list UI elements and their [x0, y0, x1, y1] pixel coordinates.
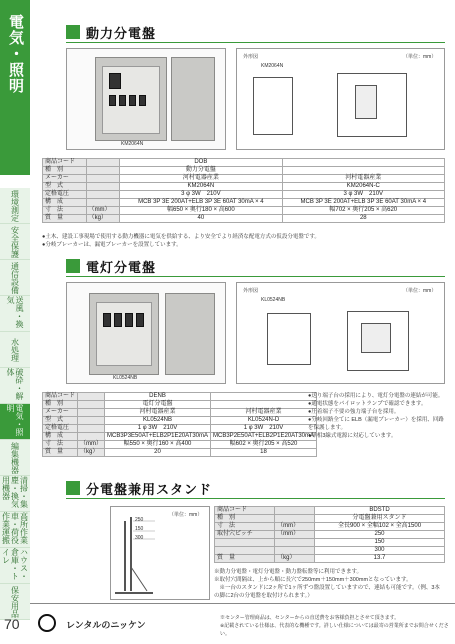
table-cell: 河村電器産業: [105, 409, 211, 417]
table-row: [215, 507, 445, 515]
category-tab[interactable]: 破砕・解体: [0, 368, 30, 404]
table-row: [43, 207, 445, 215]
table-cell: 250: [315, 531, 445, 539]
stand-illustration: [111, 507, 211, 601]
category-header: [0, 0, 30, 175]
table-cell: [86, 191, 120, 199]
table-cell: 幅550 × 奥行160 × 高400: [105, 441, 211, 449]
note-line: ●通電状態をパイロットランプで確認できます。: [308, 401, 427, 407]
table-row: [215, 539, 445, 547]
table-cell: メーカー: [43, 409, 78, 417]
cabinet-door: [171, 57, 215, 141]
branch-breaker: [109, 95, 116, 106]
cabinet-interior: [96, 302, 152, 366]
table-row: [43, 215, 445, 223]
page-number: 70: [4, 616, 20, 632]
table-cell: 分電盤兼用スタンド: [315, 515, 445, 523]
note-line: ●送り端子台の採用により、電灯分電盤の連結が可能。: [308, 393, 444, 399]
table-row: [43, 425, 317, 433]
table-row: [215, 547, 445, 555]
pitch-label: 150: [135, 526, 144, 532]
table-cell: メーカー: [43, 175, 87, 183]
pitch-label: 300: [135, 535, 144, 541]
section-title: 分電盤兼用スタンド: [86, 481, 213, 497]
category-title: 電気・照明: [7, 14, 24, 94]
table-cell: 定格電圧: [43, 191, 87, 199]
notes-stand: [214, 568, 445, 600]
table-cell: 40: [120, 215, 282, 223]
table-row: [43, 183, 445, 191]
section-divider: [66, 498, 445, 499]
table-cell: 質 量: [43, 449, 78, 457]
table-cell: 300: [315, 547, 445, 555]
table-cell: （mm）: [78, 441, 105, 449]
drawing-model: KM2064N: [261, 63, 284, 69]
category-tab[interactable]: 環境測定: [0, 188, 30, 224]
inner-panel: [361, 323, 391, 353]
page-footer: [30, 603, 455, 644]
table-cell: 1 φ 3W 210V: [211, 425, 317, 433]
table-cell: [78, 433, 105, 441]
table-cell: [275, 539, 315, 547]
branch-breaker: [136, 313, 144, 327]
table-cell: [86, 159, 120, 167]
table-cell: [86, 175, 120, 183]
category-tab[interactable]: 送風・換気: [0, 296, 30, 332]
category-sidebar: [0, 0, 30, 644]
table-cell: （mm）: [275, 523, 315, 531]
table-cell: 13.7: [315, 555, 445, 563]
table-cell: 150: [315, 539, 445, 547]
table-cell: [78, 401, 105, 409]
table-cell: 取付穴ピッチ: [215, 531, 275, 539]
drawing-model: KL0524NB: [261, 297, 286, 303]
table-cell: KL0524N-D: [211, 417, 317, 425]
table-cell: 種 別: [43, 401, 78, 409]
note-line: ※取付穴間隔は、上から順に長穴で250mm＋150mm＋300mmとなっています。: [214, 577, 412, 583]
section-title: 動力分電盤: [86, 25, 157, 41]
table-cell: [78, 417, 105, 425]
table-row: [43, 191, 445, 199]
table-cell: [78, 393, 105, 401]
table-cell: 動力分電盤: [120, 167, 282, 175]
note-line: ※動力分電盤・電灯分電盤・動力盤転盤等に利用できます。: [214, 569, 363, 575]
table-cell: [282, 167, 444, 175]
table-row: [215, 531, 445, 539]
category-tab[interactable]: 安全保護: [0, 224, 30, 260]
table-cell: MCB3P2E50AT+ELB2P1E20AT30mA: [211, 433, 317, 441]
category-tab[interactable]: 電気・照明: [0, 404, 30, 440]
table-cell: （kg）: [275, 555, 315, 563]
table-row: [43, 449, 317, 457]
category-tab[interactable]: 清掃・集塵・換気用機器: [0, 476, 30, 512]
table-cell: 種 別: [43, 167, 87, 175]
table-cell: [86, 167, 120, 175]
table-cell: 18: [211, 449, 317, 457]
stand-drawing: [110, 506, 210, 600]
table-cell: MCB 3P 3E 200AT+ELB 3P 3E 60AT 30mA × 4: [282, 199, 444, 207]
drawing-unit: （単位：mm）: [403, 288, 437, 294]
table-cell: MCB3P3E50AT+ELB2P1E20AT30mA: [105, 433, 211, 441]
table-cell: DENB: [105, 393, 211, 401]
table-row: [43, 175, 445, 183]
table-cell: [275, 515, 315, 523]
table-cell: [86, 199, 120, 207]
branch-breaker: [129, 95, 136, 106]
branch-breaker: [125, 313, 133, 327]
table-cell: MCB 3P 3E 200AT+ELB 3P 3E 60AT 30mA × 4: [120, 199, 282, 207]
brand-name: レンタルのニッケン: [66, 620, 146, 630]
table-cell: 河村電器産業: [120, 175, 282, 183]
section-header-lighting-panel: [66, 256, 156, 276]
table-cell: 質 量: [43, 215, 87, 223]
spec-table-stand: [214, 506, 445, 563]
table-row: [43, 167, 445, 175]
table-row: [43, 409, 317, 417]
section-header-power-panel: [66, 22, 156, 42]
brand-logo-icon: [38, 614, 56, 632]
spec-table-power: [42, 158, 445, 223]
table-cell: 河村電器産業: [211, 409, 317, 417]
table-row: [43, 199, 445, 207]
table-row: [43, 401, 317, 409]
table-cell: [86, 183, 120, 191]
branch-breaker: [139, 95, 146, 106]
table-cell: 型 式: [43, 417, 78, 425]
cabinet-body: [89, 293, 159, 375]
table-row: [215, 515, 445, 523]
table-row: [43, 417, 317, 425]
product-photo-kl0524nb: [66, 282, 226, 384]
note-line: ●分岐ブレーカーは、漏電ブレーカーを設置しています。: [42, 242, 182, 248]
branch-breaker: [103, 313, 111, 327]
photo-caption: KM2064N: [121, 141, 144, 147]
table-cell: [211, 393, 317, 401]
table-cell: （mm）: [275, 531, 315, 539]
table-cell: 電灯分電盤: [105, 401, 211, 409]
drawing-unit: （単位：mm）: [169, 512, 203, 518]
drawing-label: 外形図: [243, 288, 259, 294]
note-line: ※一台のスタンドに2ヶ所で1ヶ所ずつ盤設置していますので、連結も可能です。（例、3本の脚に2台の分電盤を取付けられます。）: [214, 585, 440, 599]
side-view: [253, 77, 293, 135]
table-cell: [211, 401, 317, 409]
table-row: [43, 393, 317, 401]
table-cell: 定格電圧: [43, 425, 78, 433]
drawing-unit: （単位：mm）: [403, 54, 437, 60]
main-breaker: [109, 73, 121, 89]
table-cell: [282, 159, 444, 167]
table-cell: 3 φ 3W 210V: [120, 191, 282, 199]
section-marker-icon: [66, 259, 80, 273]
table-cell: [215, 547, 275, 555]
outline-drawing-kl0524nb: [236, 282, 445, 384]
section-header-stand: [66, 478, 212, 498]
table-row: [215, 555, 445, 563]
table-cell: 商品コード: [215, 507, 275, 515]
inner-panel: [355, 85, 377, 119]
category-tab[interactable]: 水処理: [0, 332, 30, 368]
note-line: ●土木、建設工事現場で使用する動力機器に電気を供給する、より安全でより経済な配電方式の仮設分電盤です。: [42, 234, 320, 240]
table-cell: 幅702 × 奥行205 × 高620: [282, 207, 444, 215]
outline-drawing-km2064n: [236, 48, 445, 150]
section-divider: [66, 276, 445, 277]
note-line: ●圧着端子不要の強力端子台を採用。: [308, 409, 400, 415]
table-cell: 1 φ 3W 210V: [105, 425, 211, 433]
table-cell: KM2064N-C: [282, 183, 444, 191]
category-tab[interactable]: 編集機器: [0, 440, 30, 476]
notes-power: [42, 233, 445, 249]
note-line: ●分岐回路全てに ELB（漏電ブレーカー）を採用、回路を保護します。: [308, 417, 444, 431]
table-cell: 28: [282, 215, 444, 223]
table-cell: 構 成: [43, 199, 87, 207]
table-cell: KM2064N: [120, 183, 282, 191]
table-cell: （kg）: [86, 215, 120, 223]
table-cell: KL0524NB: [105, 417, 211, 425]
table-cell: 幅650 × 奥行180 × 高600: [120, 207, 282, 215]
note-line: ●単相3線式電源に対応しています。: [308, 433, 397, 439]
section-divider: [66, 42, 445, 43]
spec-table-lighting: [42, 392, 317, 457]
section-title: 電灯分電盤: [86, 259, 157, 275]
table-row: [215, 523, 445, 531]
table-cell: 種 別: [215, 515, 275, 523]
table-row: [43, 159, 445, 167]
category-tab[interactable]: ハウス・倉庫・トイレ: [0, 548, 30, 584]
table-cell: [275, 547, 315, 555]
features-lighting: [308, 392, 445, 440]
category-tab[interactable]: 高所作業車・荷役作業運搬: [0, 512, 30, 548]
table-cell: 質 量: [215, 555, 275, 563]
section-marker-icon: [66, 25, 80, 39]
cabinet-interior: [102, 66, 160, 134]
table-row: [43, 441, 317, 449]
photo-caption: KL0524NB: [113, 375, 138, 381]
cabinet-door: [165, 293, 215, 375]
table-cell: （kg）: [78, 449, 105, 457]
table-cell: 河村電器産業: [282, 175, 444, 183]
table-cell: 寸 法: [43, 207, 87, 215]
table-cell: BDSTD: [315, 507, 445, 515]
table-cell: 20: [105, 449, 211, 457]
table-cell: 3 φ 3W 210V: [282, 191, 444, 199]
pitch-label: 250: [135, 517, 144, 523]
table-cell: [215, 539, 275, 547]
table-cell: 寸 法: [43, 441, 78, 449]
branch-breaker: [119, 95, 126, 106]
table-cell: 寸 法: [215, 523, 275, 531]
table-cell: 型 式: [43, 183, 87, 191]
side-view: [267, 313, 311, 365]
table-row: [43, 433, 317, 441]
cabinet-body: [95, 57, 167, 141]
footer-note: ※センター管理商品は、センターからの直送費をお客様負担とさせて頂きます。 ※記載されている仕様は、代表的な機種です。詳しい仕様については最寄の営業所までお問合せください。: [220, 615, 449, 637]
table-cell: 商品コード: [43, 393, 78, 401]
category-list: [0, 188, 30, 620]
table-cell: DOB: [120, 159, 282, 167]
section-marker-icon: [66, 481, 80, 495]
drawing-label: 外形図: [243, 54, 259, 60]
category-tab[interactable]: 保安用品: [0, 584, 30, 620]
table-cell: [78, 409, 105, 417]
table-cell: [275, 507, 315, 515]
category-tab[interactable]: 通信設備: [0, 260, 30, 296]
branch-breaker: [114, 313, 122, 327]
table-cell: 幅602 × 奥行205 × 高520: [211, 441, 317, 449]
table-cell: [78, 425, 105, 433]
table-cell: （mm）: [86, 207, 120, 215]
product-photo-km2064n: [66, 48, 226, 150]
table-cell: 全長900 × 全幅102 × 全高1500: [315, 523, 445, 531]
table-cell: 商品コード: [43, 159, 87, 167]
table-cell: 構 成: [43, 433, 78, 441]
